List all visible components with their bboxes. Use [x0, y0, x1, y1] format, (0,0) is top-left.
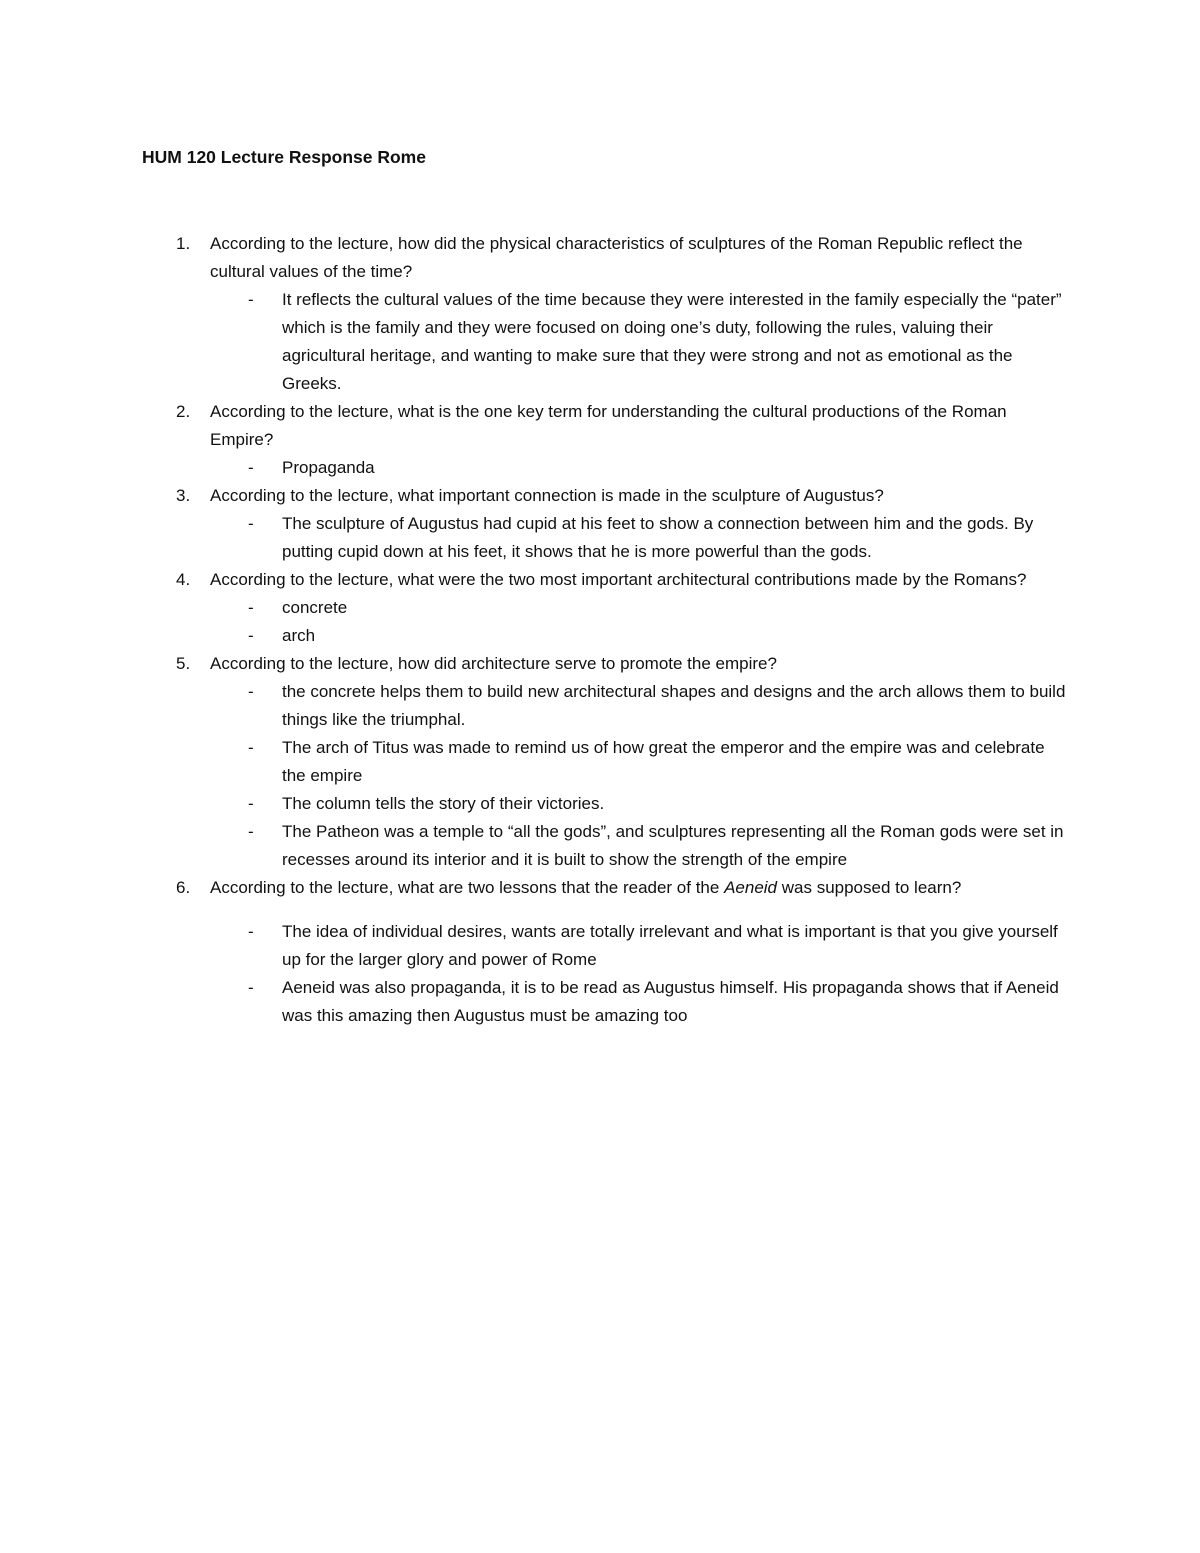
answer-item — [142, 594, 1072, 622]
question-number: 2. — [176, 402, 191, 421]
answer-text: The idea of individual desires, wants are totally irrelevant and what is important is that you give yourself up for the larger glory and power of Rome — [282, 922, 1058, 969]
answer-text: arch — [282, 626, 316, 645]
answer-item — [142, 454, 1072, 482]
answer-item — [142, 622, 1072, 650]
answer-item — [142, 510, 1072, 566]
dash-bullet: - — [248, 598, 254, 617]
answer-item — [142, 678, 1072, 734]
dash-bullet: - — [248, 822, 254, 841]
answer-text: The arch of Titus was made to remind us of how great the emperor and the empire was and celebrate the empire — [282, 738, 1045, 785]
answer-text: Propaganda — [282, 458, 375, 477]
book-title-aeneid: Aeneid — [724, 878, 778, 897]
answer-item — [142, 818, 1072, 874]
question-item-1 — [142, 230, 1072, 398]
question-number: 6. — [176, 878, 191, 897]
question-text — [210, 874, 1072, 902]
answer-list — [142, 678, 1072, 874]
answer-item — [142, 918, 1072, 974]
answer-list — [142, 510, 1072, 566]
question-number: 5. — [176, 654, 191, 673]
question-item-5 — [142, 650, 1072, 874]
question-list — [142, 230, 1072, 1030]
dash-bullet: - — [248, 922, 254, 941]
dash-bullet: - — [248, 514, 254, 533]
answer-item — [142, 734, 1072, 790]
question-number: 3. — [176, 486, 191, 505]
question-text-after: was supposed to learn? — [777, 878, 962, 897]
question-text: According to the lecture, what important connection is made in the sculpture of Augustus? — [210, 486, 884, 505]
answer-item — [142, 286, 1072, 398]
question-text-before: According to the lecture, what are two lessons that the reader of the — [210, 878, 725, 897]
answer-text: The sculpture of Augustus had cupid at his feet to show a connection between him and the gods. By putting cupid down at his feet, it shows that he is more powerful than the gods. — [282, 514, 1034, 561]
answer-list — [142, 454, 1072, 482]
dash-bullet: - — [248, 290, 254, 309]
answer-text: The Patheon was a temple to “all the gods”, and sculptures representing all the Roman gods were set in recesses around its interior and it is built to show the strength of the empire — [282, 822, 1064, 869]
dash-bullet: - — [248, 794, 254, 813]
answer-item — [142, 790, 1072, 818]
answer-text: the concrete helps them to build new architectural shapes and designs and the arch allows them to build things like the triumphal. — [282, 682, 1066, 729]
answer-list — [142, 286, 1072, 398]
question-item-6 — [142, 874, 1072, 1030]
question-text: According to the lecture, what is the one key term for understanding the cultural productions of the Roman Empire? — [210, 402, 1007, 449]
answer-text: Aeneid was also propaganda, it is to be read as Augustus himself. His propaganda shows that if Aeneid was this amazing then Augustus must be amazing too — [282, 978, 1059, 1025]
question-text: According to the lecture, how did the physical characteristics of sculptures of the Roman Republic reflect the cultural values of the time? — [210, 234, 1023, 281]
dash-bullet: - — [248, 978, 254, 997]
dash-bullet: - — [248, 626, 254, 645]
answer-list — [142, 594, 1072, 650]
answer-text: concrete — [282, 598, 348, 617]
answer-list — [142, 918, 1072, 1030]
dash-bullet: - — [248, 738, 254, 757]
question-number: 1. — [176, 234, 191, 253]
question-text: According to the lecture, what were the two most important architectural contributions made by the Romans? — [210, 570, 1027, 589]
question-item-4 — [142, 566, 1072, 650]
question-item-2 — [142, 398, 1072, 482]
dash-bullet: - — [248, 682, 254, 701]
dash-bullet: - — [248, 458, 254, 477]
question-text: According to the lecture, how did architecture serve to promote the empire? — [210, 654, 777, 673]
answer-text: It reflects the cultural values of the time because they were interested in the family especially the “pater” which is the family and they were focused on doing one’s duty, following the rules, valuing their agricultural heritage, and wanting to make sure that they were strong and not as emotional as the Greeks. — [282, 290, 1062, 393]
answer-text: The column tells the story of their victories. — [282, 794, 605, 813]
question-number: 4. — [176, 570, 191, 589]
answer-item — [142, 974, 1072, 1030]
document-title: HUM 120 Lecture Response Rome — [142, 147, 426, 167]
question-item-3 — [142, 482, 1072, 566]
